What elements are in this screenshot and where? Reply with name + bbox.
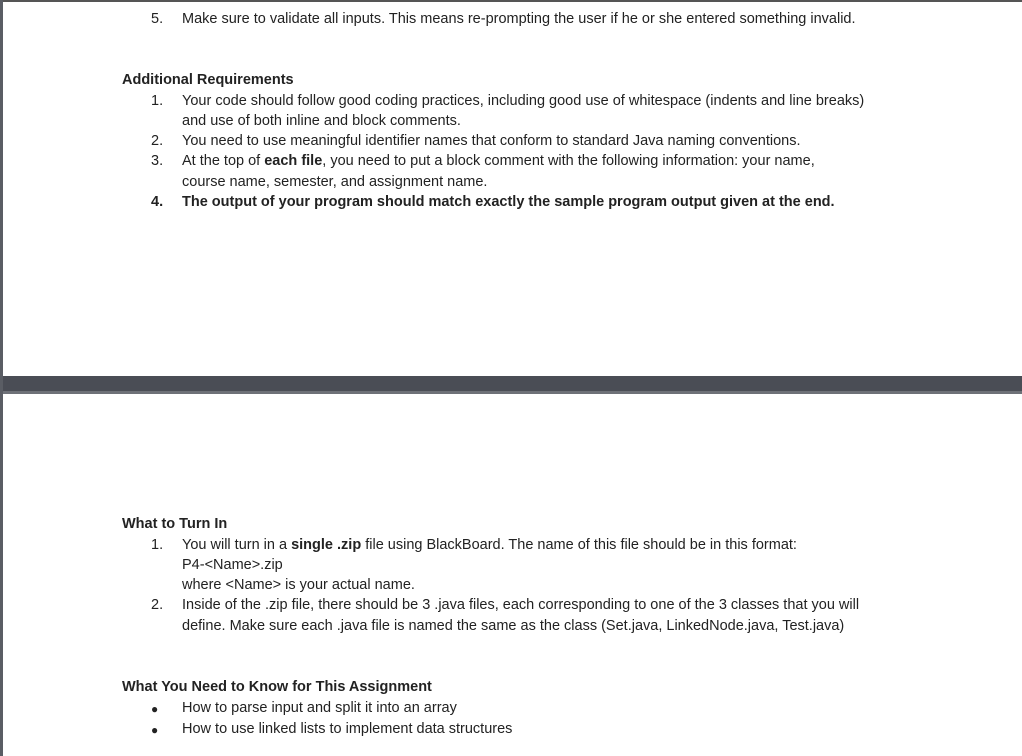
list-item-text: define. Make sure each .java file is named the same as the class (Set.java, LinkedNode.java, Test.java) — [182, 618, 845, 634]
list-number: 4. — [151, 194, 164, 210]
list-item-text: You will turn in a single .zip file using BlackBoard. The name of this file should be in this format: — [182, 537, 797, 553]
section-heading-what-to-turn-in: What to Turn In — [122, 516, 228, 532]
list-item-text: How to use linked lists to implement data structures — [182, 721, 513, 737]
document-page-2 — [3, 394, 1022, 756]
list-number: 5. — [151, 11, 164, 27]
viewer-top-edge — [0, 0, 1022, 2]
list-item-text: Your code should follow good coding practices, including good use of whitespace (indents and line breaks) — [182, 93, 865, 109]
viewer-left-edge — [0, 0, 3, 756]
bullet-icon: ● — [151, 702, 159, 716]
list-item-text: Inside of the .zip file, there should be 3 .java files, each corresponding to one of the 3 classes that you will — [182, 597, 860, 613]
document-page-1 — [3, 0, 1022, 376]
list-number: 1. — [151, 537, 164, 553]
section-heading-need-to-know: What You Need to Know for This Assignment — [122, 679, 432, 695]
list-number: 2. — [151, 133, 164, 149]
list-item-text: and use of both inline and block comments. — [182, 113, 461, 129]
list-number: 2. — [151, 597, 164, 613]
page-separator — [0, 376, 1022, 394]
emphasis-text: single .zip — [291, 537, 362, 553]
list-item-text: Make sure to validate all inputs. This means re-prompting the user if he or she entered something invalid. — [182, 11, 856, 27]
list-number: 3. — [151, 153, 164, 169]
list-item-text: P4-<Name>.zip — [182, 557, 283, 573]
list-item-text: course name, semester, and assignment name. — [182, 174, 488, 190]
emphasis-text: each file — [264, 153, 323, 169]
list-item-text: You need to use meaningful identifier names that conform to standard Java naming conventions. — [182, 133, 801, 149]
list-item-text: The output of your program should match exactly the sample program output given at the end. — [182, 194, 835, 210]
list-item-text: At the top of each file, you need to put a block comment with the following information: your name, — [182, 153, 815, 169]
list-number: 1. — [151, 93, 164, 109]
section-heading-additional-requirements: Additional Requirements — [122, 72, 294, 88]
list-item-text: where <Name> is your actual name. — [182, 577, 415, 593]
bullet-icon: ● — [151, 723, 159, 737]
list-item-text: How to parse input and split it into an array — [182, 700, 457, 716]
